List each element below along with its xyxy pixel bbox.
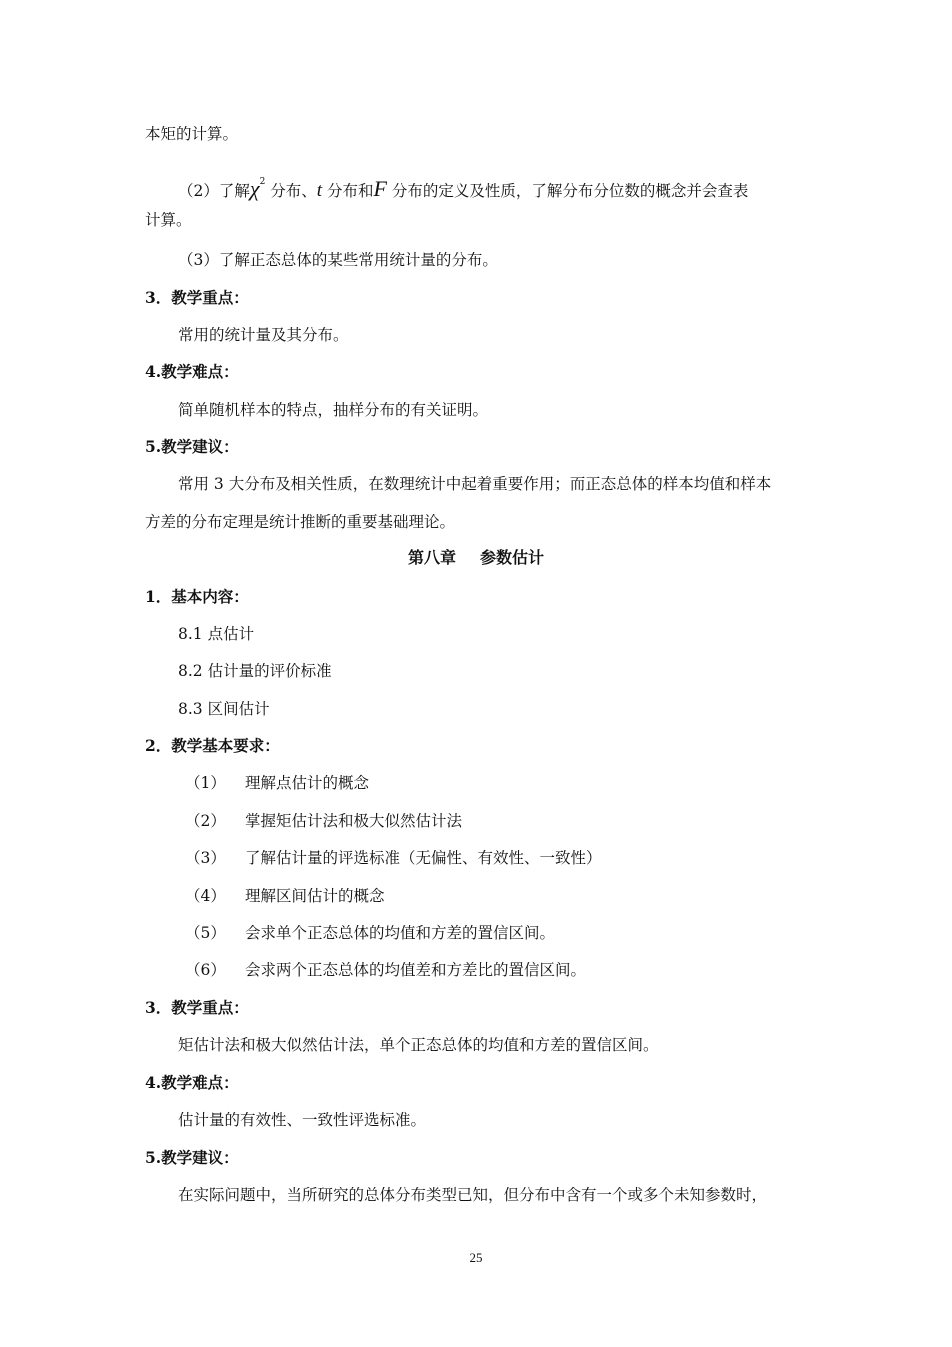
section-text: 常用的统计量及其分布。 (178, 326, 349, 344)
chapter-title: 第八章 参数估计 (407, 548, 545, 567)
section-heading: 3．教学重点： (145, 998, 249, 1017)
section-text: 矩估计法和极大似然估计法，单个正态总体的均值和方差的置信区间。 (178, 1036, 659, 1054)
f-symbol: F (373, 176, 387, 201)
t-symbol: t (316, 180, 323, 201)
chi-superscript: 2 (259, 177, 266, 187)
requirement-item: （2） 掌握矩估计法和极大似然估计法 (185, 812, 463, 830)
text-line: 计算。 (145, 211, 192, 229)
section-heading: 3．教学重点： (145, 288, 249, 307)
requirement-item: （5） 会求单个正态总体的均值和方差的置信区间。 (185, 924, 556, 942)
section-heading: 5.教学建议： (145, 437, 239, 456)
content-item: 8.1 点估计 (178, 625, 255, 643)
requirement-item-3: （3）了解正态总体的某些常用统计量的分布。 (178, 251, 498, 269)
section-heading: 4.教学难点： (145, 1073, 239, 1092)
requirement-item-2: （2）了解$\chi^2$ 分布、t 分布和F 分布的定义及性质，了解分布分位数的概念并会查表 (178, 176, 749, 201)
section-heading: 1．基本内容： (145, 587, 249, 606)
section-heading: 4.教学难点： (145, 362, 239, 381)
section-text: 方差的分布定理是统计推断的重要基础理论。 (145, 513, 456, 531)
requirement-item: （4） 理解区间估计的概念 (185, 887, 385, 905)
section-text: 估计量的有效性、一致性评选标准。 (178, 1111, 427, 1129)
requirement-item: （6） 会求两个正态总体的均值差和方差比的置信区间。 (185, 961, 587, 979)
chi-symbol: χ (249, 176, 260, 201)
page-number: 25 (469, 1250, 483, 1265)
section-text: 常用 3 大分布及相关性质，在数理统计中起着重要作用；而正态总体的样本均值和样本 (178, 475, 772, 493)
section-text: 简单随机样本的特点，抽样分布的有关证明。 (178, 401, 489, 419)
content-item: 8.3 区间估计 (178, 700, 270, 718)
section-heading: 5.教学建议： (145, 1148, 239, 1167)
section-text: 在实际问题中，当所研究的总体分布类型已知，但分布中含有一个或多个未知参数时， (178, 1186, 768, 1204)
requirement-item: （1） 理解点估计的概念 (185, 774, 370, 792)
text-line: 本矩的计算。 (145, 125, 239, 143)
content-item: 8.2 估计量的评价标准 (178, 662, 332, 680)
section-heading: 2．教学基本要求： (145, 736, 280, 755)
requirement-item: （3） 了解估计量的评选标准（无偏性、有效性、一致性） (185, 849, 602, 867)
